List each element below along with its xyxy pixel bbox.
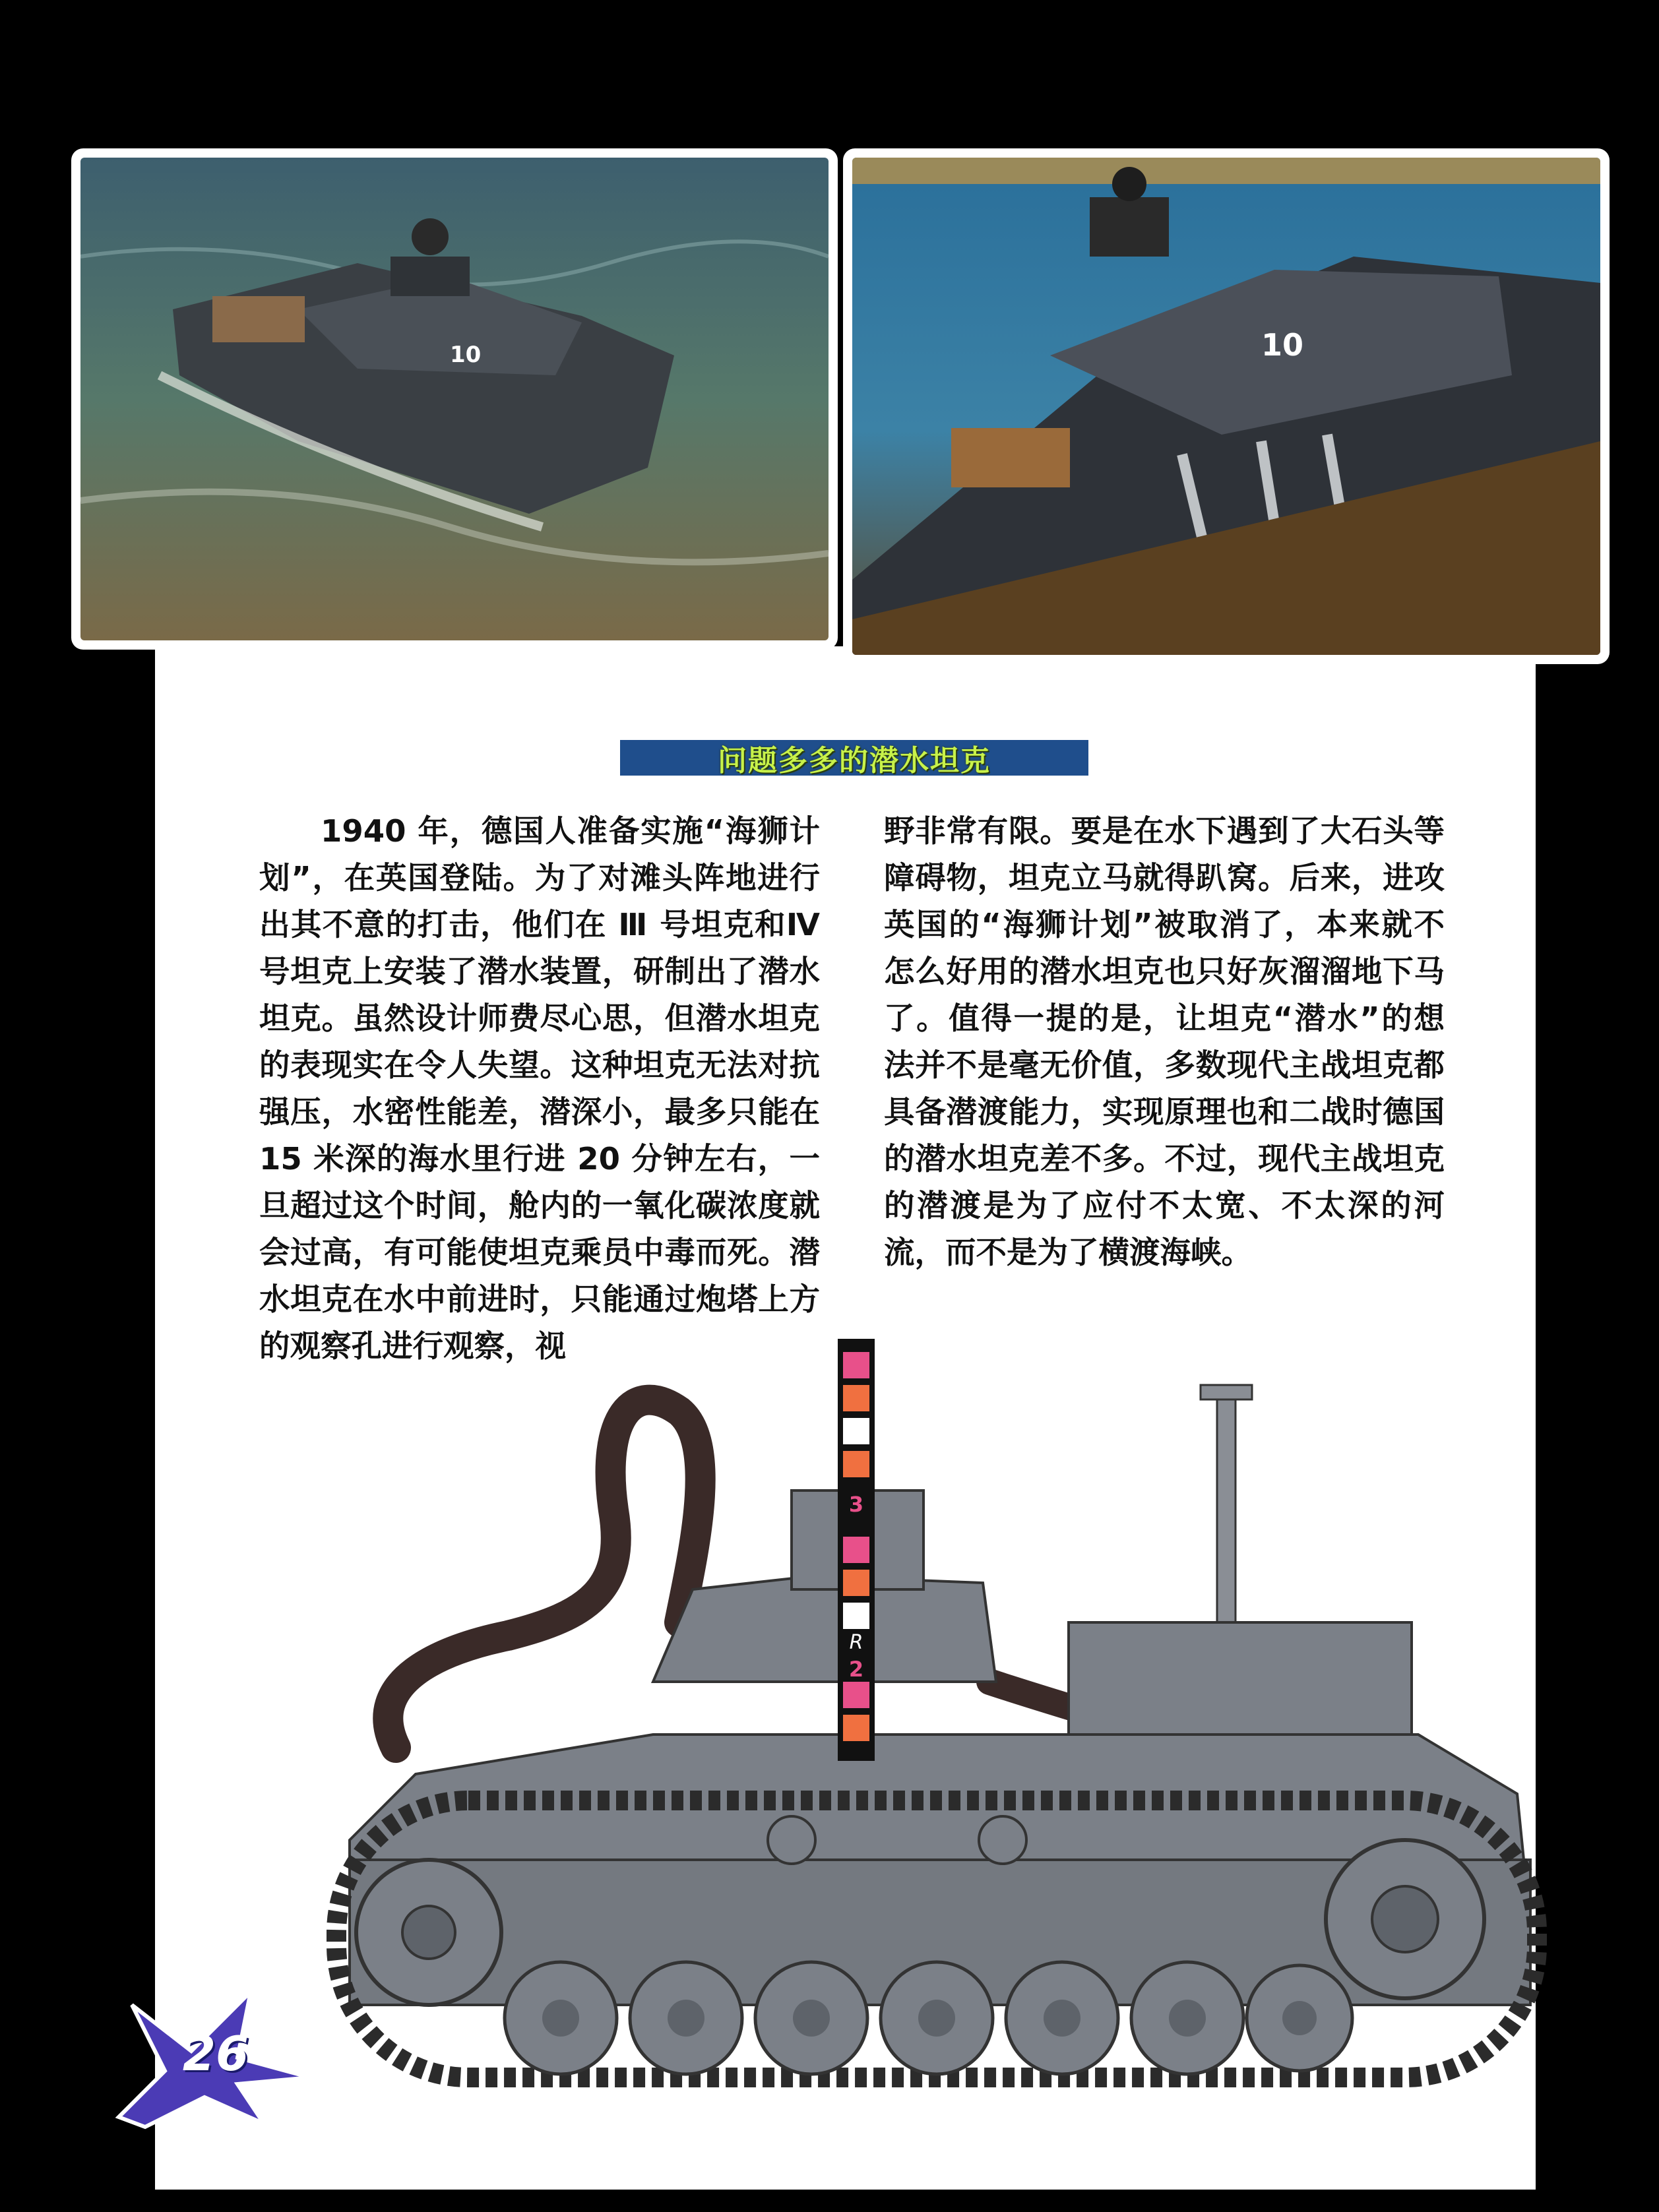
section-header bbox=[620, 740, 1088, 776]
depth-mark-3: 3 bbox=[848, 1492, 864, 1517]
page-number: 26 bbox=[182, 2026, 249, 2081]
article-column-left: 1940 年，德国人准备实施“海狮计划”，在英国登陆。为了对滩头阵地进行出其不意的打击，他们在 Ⅲ 号坦克和Ⅳ号坦克上安装了潜水装置，研制出了潜水坦克。虽然设计师费尽心思，但潜水坦克的表现实在令人失望。这种坦克无法对抗强压，水密性能差，潜深小，最多只能在 15 米深的海水里行进 20 分钟左右，一旦超过这个时间，舱内的一氧化碳浓度就会过高，有可能使坦克乘员中毒而死。潜水坦克在水中前进时，只能通过炮塔上方的观察孔进行观察，视 bbox=[259, 813, 820, 1364]
photo-frame-right bbox=[843, 148, 1610, 664]
article-column-right: 野非常有限。要是在水下遇到了大石头等障碍物，坦克立马就得趴窝。后来，进攻英国的“海狮计划”被取消了，本来就不怎么好用的潜水坦克也只好灰溜溜地下马了。值得一提的是，让坦克“潜水”的想法并不是毫无价值，多数现代主战坦克都具备潜渡能力，实现原理也和二战时德国的潜水坦克差不多。不过，现代主战坦克的潜渡是为了应付不太宽、不太深的河流，而不是为了横渡海峡。 bbox=[884, 813, 1445, 1270]
photo-tank-wading-right bbox=[852, 158, 1600, 655]
section-title: 问题多多的潜水坦克 bbox=[718, 744, 991, 778]
photo-frame-left bbox=[71, 148, 838, 650]
photo-tank-wading-left bbox=[80, 158, 829, 640]
turret-number-right: 10 bbox=[1261, 327, 1304, 363]
submersible-tank-illustration bbox=[310, 1339, 1563, 2163]
depth-mark-r: R bbox=[849, 1631, 863, 1654]
depth-gauge bbox=[838, 1339, 875, 1761]
depth-mark-2: 2 bbox=[848, 1657, 864, 1682]
turret-number-left: 10 bbox=[450, 342, 482, 368]
